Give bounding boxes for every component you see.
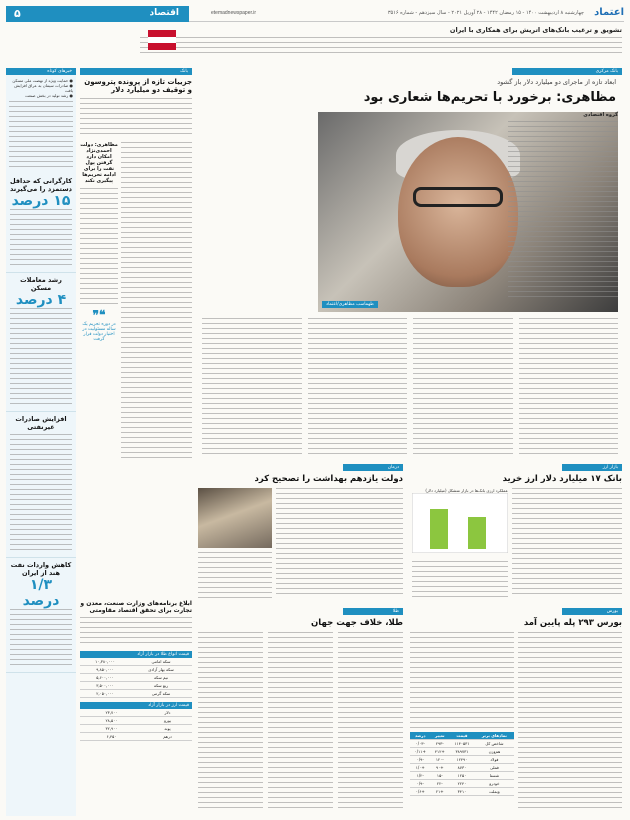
gold-kicker: طلا <box>343 608 403 615</box>
gold-story <box>198 608 403 816</box>
table-cell: ۳,۵۰۰,۰۰۰ <box>80 682 130 690</box>
table-cell: ۱۲۴۹۰ <box>449 756 475 764</box>
left-story <box>6 273 76 412</box>
lead-text <box>308 318 408 454</box>
bank17-text <box>512 488 622 598</box>
table-cell: ۳۴۱۰ <box>449 788 475 796</box>
bank17-body <box>412 488 622 601</box>
lead-intro <box>508 112 618 301</box>
health-photo <box>198 488 272 548</box>
austria-flag-icon <box>148 30 176 50</box>
fx-price-row <box>80 733 192 741</box>
list-item: ● حمایت ویژه از نهضت ملی مسکن <box>12 78 73 83</box>
table-cell: خودرو <box>475 780 514 788</box>
markets-text <box>80 617 192 647</box>
lead-story <box>198 68 622 458</box>
lead-text <box>413 318 513 454</box>
table-cell: فملی <box>475 764 514 772</box>
table-cell: ۸۷۳۰ <box>449 764 475 772</box>
left-story <box>6 558 76 673</box>
health-story <box>198 464 403 604</box>
fx-price-table <box>80 709 192 741</box>
left-story-text <box>10 308 72 408</box>
gold-price-rows <box>80 658 192 698</box>
lead-text <box>202 318 302 454</box>
table-cell: ۲۳,۷۰۰ <box>80 709 143 717</box>
bank17-story <box>412 464 622 604</box>
bourse-table <box>410 732 514 796</box>
left-story-title: کاهش واردات نفت هند از ایران <box>10 561 72 577</box>
table-cell: +۰/۱۱ <box>410 748 430 756</box>
table-header-cell: تغییر <box>430 732 449 740</box>
bank17-chart-area <box>412 488 508 601</box>
table-cell: ۱۰,۳۸۰,۰۰۰ <box>80 658 130 666</box>
lead-headline: مظاهری: برخورد با تحریم‌ها شعاری بود <box>363 90 616 105</box>
left-story-number: ۱۵ درصد <box>11 193 71 209</box>
section-name: اقتصاد <box>149 8 179 18</box>
table-cell: فولاد <box>475 756 514 764</box>
table-cell: +۲۱ <box>430 788 449 796</box>
bourse-table-rows <box>410 740 514 796</box>
table-cell: درهم <box>143 733 192 741</box>
gold-body <box>198 632 403 810</box>
list-item: ● صادرات سیمان به عراق افزایش یافت <box>14 83 73 93</box>
portrait-glasses <box>413 187 503 207</box>
table-cell: هم‌وزن <box>475 748 514 756</box>
bank-column-header: بانک <box>80 68 192 75</box>
table-cell: شستا <box>475 772 514 780</box>
bourse-table-header-row <box>410 732 514 740</box>
table-cell: ۳۲,۹۰۰ <box>80 725 143 733</box>
bank-column-body <box>80 142 192 462</box>
bourse-table-area <box>410 632 514 808</box>
bourse-row <box>410 756 514 764</box>
fx-price-rows <box>80 709 192 741</box>
fx-price-row <box>80 725 192 733</box>
lead-text <box>519 318 619 454</box>
left-story-title: افزایش صادرات غیرنفتی <box>15 415 67 431</box>
bourse-text <box>410 632 514 728</box>
gold-price-row <box>80 690 192 698</box>
gold-table-header: قیمت انواع طلا در بازار آزاد <box>80 651 192 658</box>
markets-column <box>80 600 192 816</box>
table-cell: وبملت <box>475 788 514 796</box>
chart-bar <box>430 509 448 549</box>
table-cell: +۹۰ <box>430 764 449 772</box>
left-column-header: خبرهای کوتاه <box>6 68 76 75</box>
sidebar-quote: در دوره تحریم یک ساله مسئولیت در اختیار دولت قرار گرفت <box>82 322 116 342</box>
table-cell: ۵,۶۰۰,۰۰۰ <box>80 674 130 682</box>
table-header-cell: درصد <box>410 732 430 740</box>
bank-column-text <box>80 98 192 138</box>
table-cell: ربع سکه <box>130 682 192 690</box>
bourse-row <box>410 764 514 772</box>
quote-icon: ❝❞ <box>92 308 106 322</box>
bourse-row <box>410 780 514 788</box>
lead-kicker: بانک مرکزی <box>512 68 622 75</box>
bank17-headline: بانک ۱۷ میلیارد دلار ارز خرید <box>502 474 622 484</box>
list-item: ● رشد تولید در بخش صنعت <box>25 93 73 98</box>
health-text <box>276 488 403 598</box>
bourse-body <box>410 632 622 808</box>
table-cell: یورو <box>143 717 192 725</box>
left-story <box>6 174 76 273</box>
bank-column <box>80 68 192 528</box>
left-column <box>6 68 76 816</box>
markets-headline: ابلاغ برنامه‌های وزارت صنعت، معدن و تجارت برای تحقق اقتصاد مقاومتی <box>80 600 192 614</box>
gold-text <box>338 632 403 810</box>
section-badge <box>6 6 189 22</box>
bourse-story <box>410 608 622 816</box>
lead-body <box>202 318 618 454</box>
table-cell: سکه بهار آزادی <box>130 666 192 674</box>
table-cell: -۰/۰۳ <box>410 740 430 748</box>
bank-column-text <box>80 188 118 308</box>
short-news-list <box>6 75 76 174</box>
chart-frame <box>412 493 508 553</box>
left-story-text <box>10 209 72 269</box>
table-cell: پوند <box>143 725 192 733</box>
pullquote: مظاهری: دولت احمدی‌نژاد امکان دارد گرفتن پول نفت را برای ادامه تحریم‌ها پیگیری نکند <box>80 142 118 184</box>
left-story-text <box>10 434 72 554</box>
table-header-cell: قیمت <box>449 732 475 740</box>
gold-text <box>268 632 333 810</box>
page-number: ۵ <box>14 7 21 20</box>
bank-column-text <box>121 142 192 462</box>
fx-table-header: قیمت ارز در بازار آزاد <box>80 702 192 709</box>
left-story <box>6 412 76 558</box>
table-cell: -۱/۲ <box>410 772 430 780</box>
left-story-number: ۴ درصد <box>15 292 67 308</box>
bourse-row <box>410 740 514 748</box>
lead-text <box>508 121 618 301</box>
left-story-title: رشد معاملات مسکن <box>20 276 62 292</box>
health-photo-area <box>198 488 272 598</box>
health-body <box>198 488 403 598</box>
table-cell: دلار <box>143 709 192 717</box>
left-story-text <box>10 609 72 669</box>
table-cell: ۲,۰۵۰,۰۰۰ <box>80 690 130 698</box>
bourse-row <box>410 748 514 756</box>
table-cell: -۱۵ <box>430 772 449 780</box>
health-headline: دولت یازدهم بهداشت را تصحیح کرد <box>254 474 403 484</box>
table-cell: ۳۸۹۷۳۱ <box>449 748 475 756</box>
bank-column-headline: جزییات تازه از پرونده پتروسون و توقیف دو میلیارد دلار <box>84 78 192 94</box>
table-cell: -۲۹۳ <box>430 740 449 748</box>
fx-price-row <box>80 717 192 725</box>
bourse-row <box>410 772 514 780</box>
table-cell: ۱۱۴۰۵۳۱ <box>449 740 475 748</box>
masthead <box>6 6 624 22</box>
table-cell: +۴۱۲ <box>430 748 449 756</box>
lead-author: گروه اقتصادی <box>583 112 618 118</box>
top-banner <box>140 26 622 56</box>
left-story-title: کارگرانی که حداقل دستمزد را می‌گیرند <box>9 177 72 193</box>
photo-caption: طهماسب مظاهری/اعتماد <box>322 301 378 308</box>
short-news-text <box>9 101 73 171</box>
bourse-row <box>410 788 514 796</box>
gold-price-row <box>80 674 192 682</box>
table-header-cell: نمادهای برتر <box>475 732 514 740</box>
newspaper-logo: اعتماد <box>594 7 624 18</box>
health-text <box>198 552 272 598</box>
table-cell: -۰/۹ <box>410 780 430 788</box>
table-cell: سکه امامی <box>130 658 192 666</box>
table-cell: +۱/۰ <box>410 764 430 772</box>
table-cell: ۱۲۵۰ <box>449 772 475 780</box>
table-cell: نیم سکه <box>130 674 192 682</box>
bourse-text <box>518 632 622 808</box>
chart-bar <box>468 517 486 549</box>
pullquote-box <box>80 142 118 462</box>
bourse-headline: بورس ۲۹۳ پله پایین آمد <box>523 618 622 628</box>
chart-title: عملکرد ارزی بانک‌ها در بازار متشکل (میلیارد دلار) <box>425 488 508 493</box>
website-url[interactable]: etemadnewspaper.ir <box>211 10 257 16</box>
table-cell: سکه گرمی <box>130 690 192 698</box>
lead-subheadline: ابعاد تازه از ماجرای دو میلیارد دلار باز گشود <box>497 78 616 86</box>
dateline: چهارشنبه ۸ اردیبهشت ۱۴۰۰ - ۱۵ رمضان ۱۴۴۲ - ۲۸ آوریل ۲۰۲۱ - سال سیزدهم - شماره ۳۵۱۶ <box>387 10 584 16</box>
gold-text <box>198 632 263 810</box>
table-cell: ۶,۴۵۰ <box>80 733 143 741</box>
gold-price-table <box>80 658 192 698</box>
gold-price-row <box>80 682 192 690</box>
gold-headline: طلا، خلاف جهت جهان <box>311 618 403 628</box>
banner-text <box>140 37 622 55</box>
bourse-kicker: بورس <box>562 608 622 615</box>
fx-price-row <box>80 709 192 717</box>
gold-price-row <box>80 666 192 674</box>
banner-title: تشویق و ترغیب بانک‌های اتریش برای همکاری با ایران <box>449 26 622 34</box>
table-cell: ۲۸,۵۰۰ <box>80 717 143 725</box>
health-kicker: درمان <box>343 464 403 471</box>
table-cell: شاخص کل <box>475 740 514 748</box>
bank17-text <box>412 561 508 601</box>
table-cell: +۰/۶ <box>410 788 430 796</box>
gold-price-row <box>80 658 192 666</box>
table-cell: -۱۲۰ <box>430 756 449 764</box>
table-cell: -۰/۹ <box>410 756 430 764</box>
table-cell: ۹,۸۵۰,۰۰۰ <box>80 666 130 674</box>
portrait-face <box>398 137 518 287</box>
bank17-kicker: بازار ارز <box>562 464 622 471</box>
bank17-chart <box>412 493 508 553</box>
table-cell: ۲۲۴۰ <box>449 780 475 788</box>
left-story-number: ۱/۳ درصد <box>22 577 60 609</box>
table-cell: -۲۲ <box>430 780 449 788</box>
